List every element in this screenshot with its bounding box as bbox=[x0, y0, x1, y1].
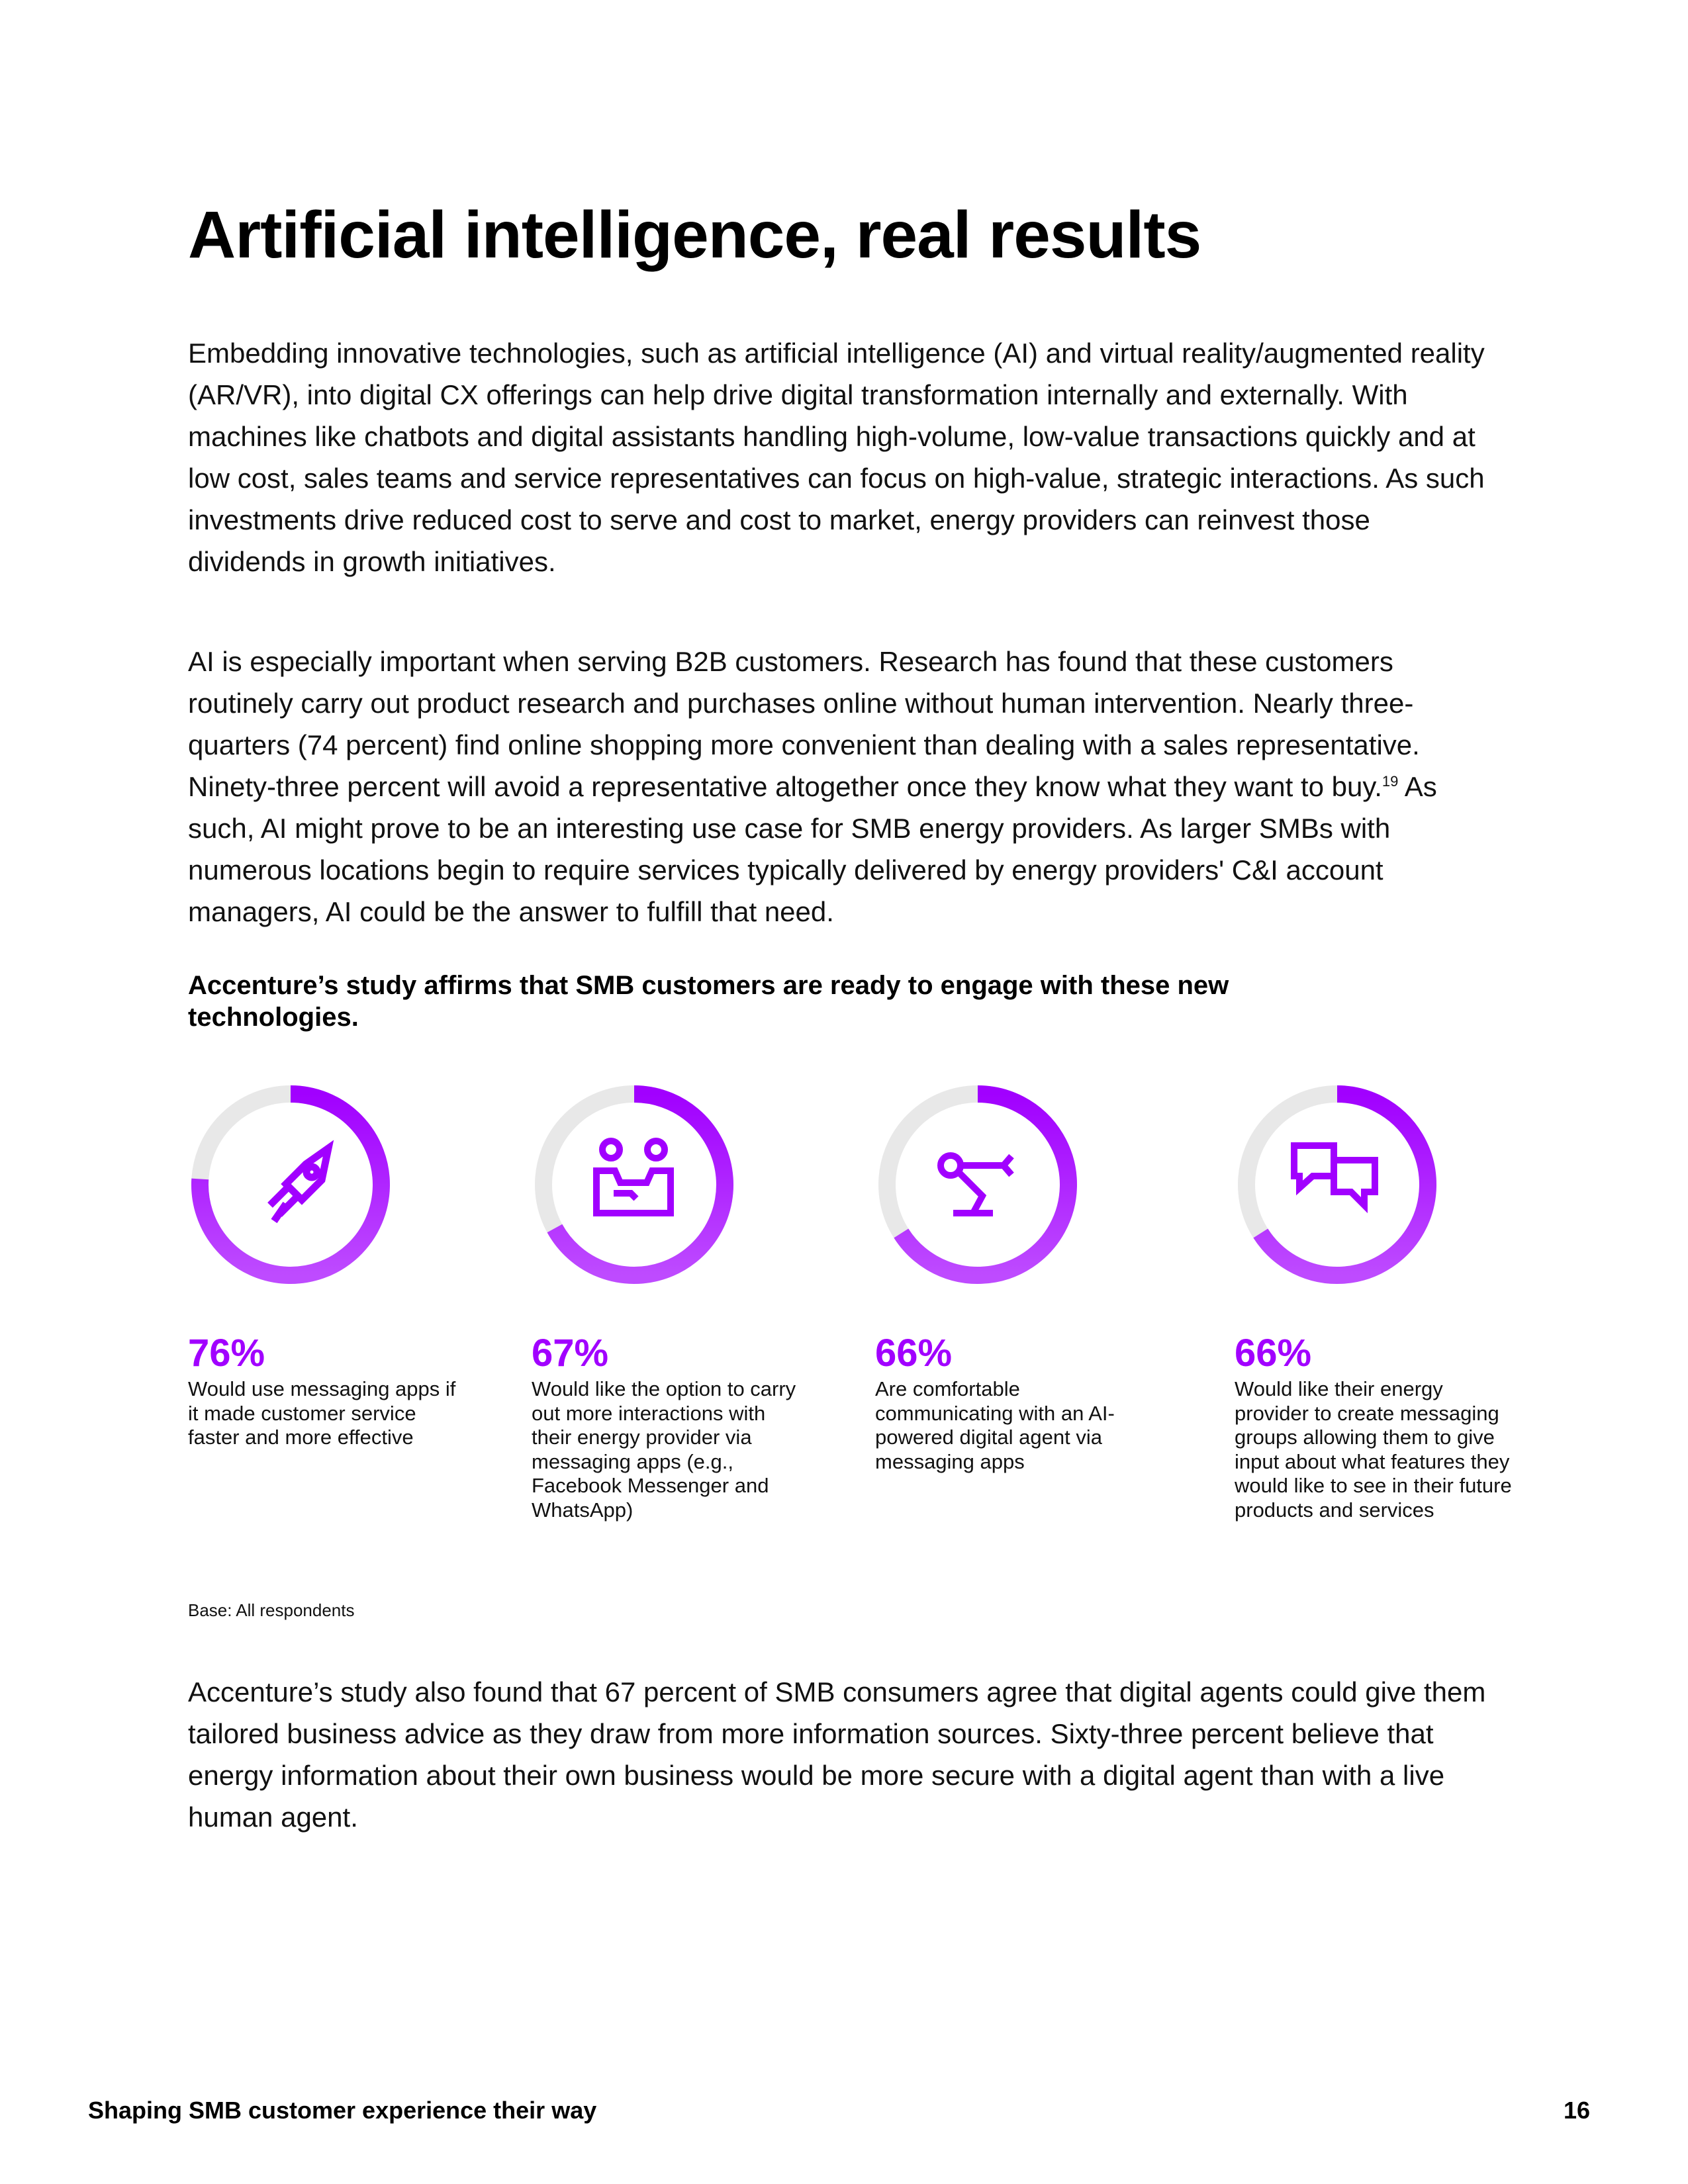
stat-card bbox=[188, 1082, 479, 1450]
b2b-paragraph-continued: As such, AI might prove to be an interesting use case for SMB energy providers. As larger SMBs with numerous locations begin to require services typically delivered by energy providers' C&I account managers, AI could be the answer to fulfill that need. bbox=[188, 771, 1437, 927]
donut-chart bbox=[875, 1082, 1080, 1287]
stat-description: Would use messaging apps if it made customer service faster and more effective bbox=[188, 1377, 456, 1449]
stat-card bbox=[1235, 1082, 1526, 1522]
stat-description: Would like the option to carry out more interactions with their energy provider via messaging apps (e.g., Facebook Messenger and WhatsApp) bbox=[532, 1377, 796, 1522]
donut-progress-arc bbox=[901, 1094, 1068, 1275]
donut-chart bbox=[532, 1082, 737, 1287]
closing-paragraph: Accenture’s study also found that 67 percent of SMB consumers agree that digital agents could give them tailored business advice as they draw from more information sources. Sixty-three percent believe that energy information about their own business would be more secure with a digital agent than with a live human agent. bbox=[188, 1676, 1486, 1833]
stat-card bbox=[875, 1082, 1166, 1474]
stat-description: Would like their energy provider to create messaging groups allowing them to give input about what features they would like to see in their future products and services bbox=[1235, 1377, 1512, 1522]
donut-chart bbox=[188, 1082, 393, 1287]
donut-progress-arc bbox=[1260, 1094, 1428, 1275]
rocket-icon bbox=[270, 1148, 328, 1221]
stat-card bbox=[532, 1082, 823, 1522]
b2b-paragraph bbox=[188, 641, 1492, 933]
footnote-reference: 19 bbox=[1382, 773, 1399, 790]
stat-value: 76% bbox=[188, 1332, 265, 1375]
page-number: 16 bbox=[1563, 2097, 1590, 2124]
stat-value: 66% bbox=[1235, 1332, 1312, 1375]
robot-arm-icon bbox=[941, 1156, 1011, 1213]
stat-value: 66% bbox=[875, 1332, 953, 1375]
footer-title: Shaping SMB customer experience their way bbox=[88, 2097, 597, 2124]
page-title: Artificial intelligence, real results bbox=[188, 198, 1201, 272]
donut-chart bbox=[1235, 1082, 1440, 1287]
stat-value: 67% bbox=[532, 1332, 609, 1375]
chat-bubbles-icon bbox=[1294, 1146, 1375, 1205]
two-people-icon bbox=[596, 1141, 671, 1213]
stats-subheading: Accenture’s study affirms that SMB customers are ready to engage with these new technologies. bbox=[188, 971, 1229, 1032]
base-note: Base: All respondents bbox=[188, 1600, 355, 1620]
stat-description: Are comfortable communicating with an AI-powered digital agent via messaging apps bbox=[875, 1377, 1115, 1473]
b2b-paragraph-text: AI is especially important when serving B2B customers. Research has found that these customers routinely carry out product research and purchases online without human intervention. Nearly three-quarters (74 percent) find online shopping more convenient than dealing with a sales representative. Ninety-three percent will avoid a representative altogether once they know what they want to buy. bbox=[188, 646, 1420, 802]
intro-paragraph: Embedding innovative technologies, such as artificial intelligence (AI) and virtual reality/augmented reality (AR/VR), into digital CX offerings can help drive digital transformation internally and externally. With machines like chatbots and digital assistants handling high-volume, low-value transactions quickly and at low cost, sales teams and service representatives can focus on high-value, strategic interactions. As such investments drive reduced cost to serve and cost to market, energy providers can reinvest those dividends in growth initiatives. bbox=[188, 338, 1485, 577]
